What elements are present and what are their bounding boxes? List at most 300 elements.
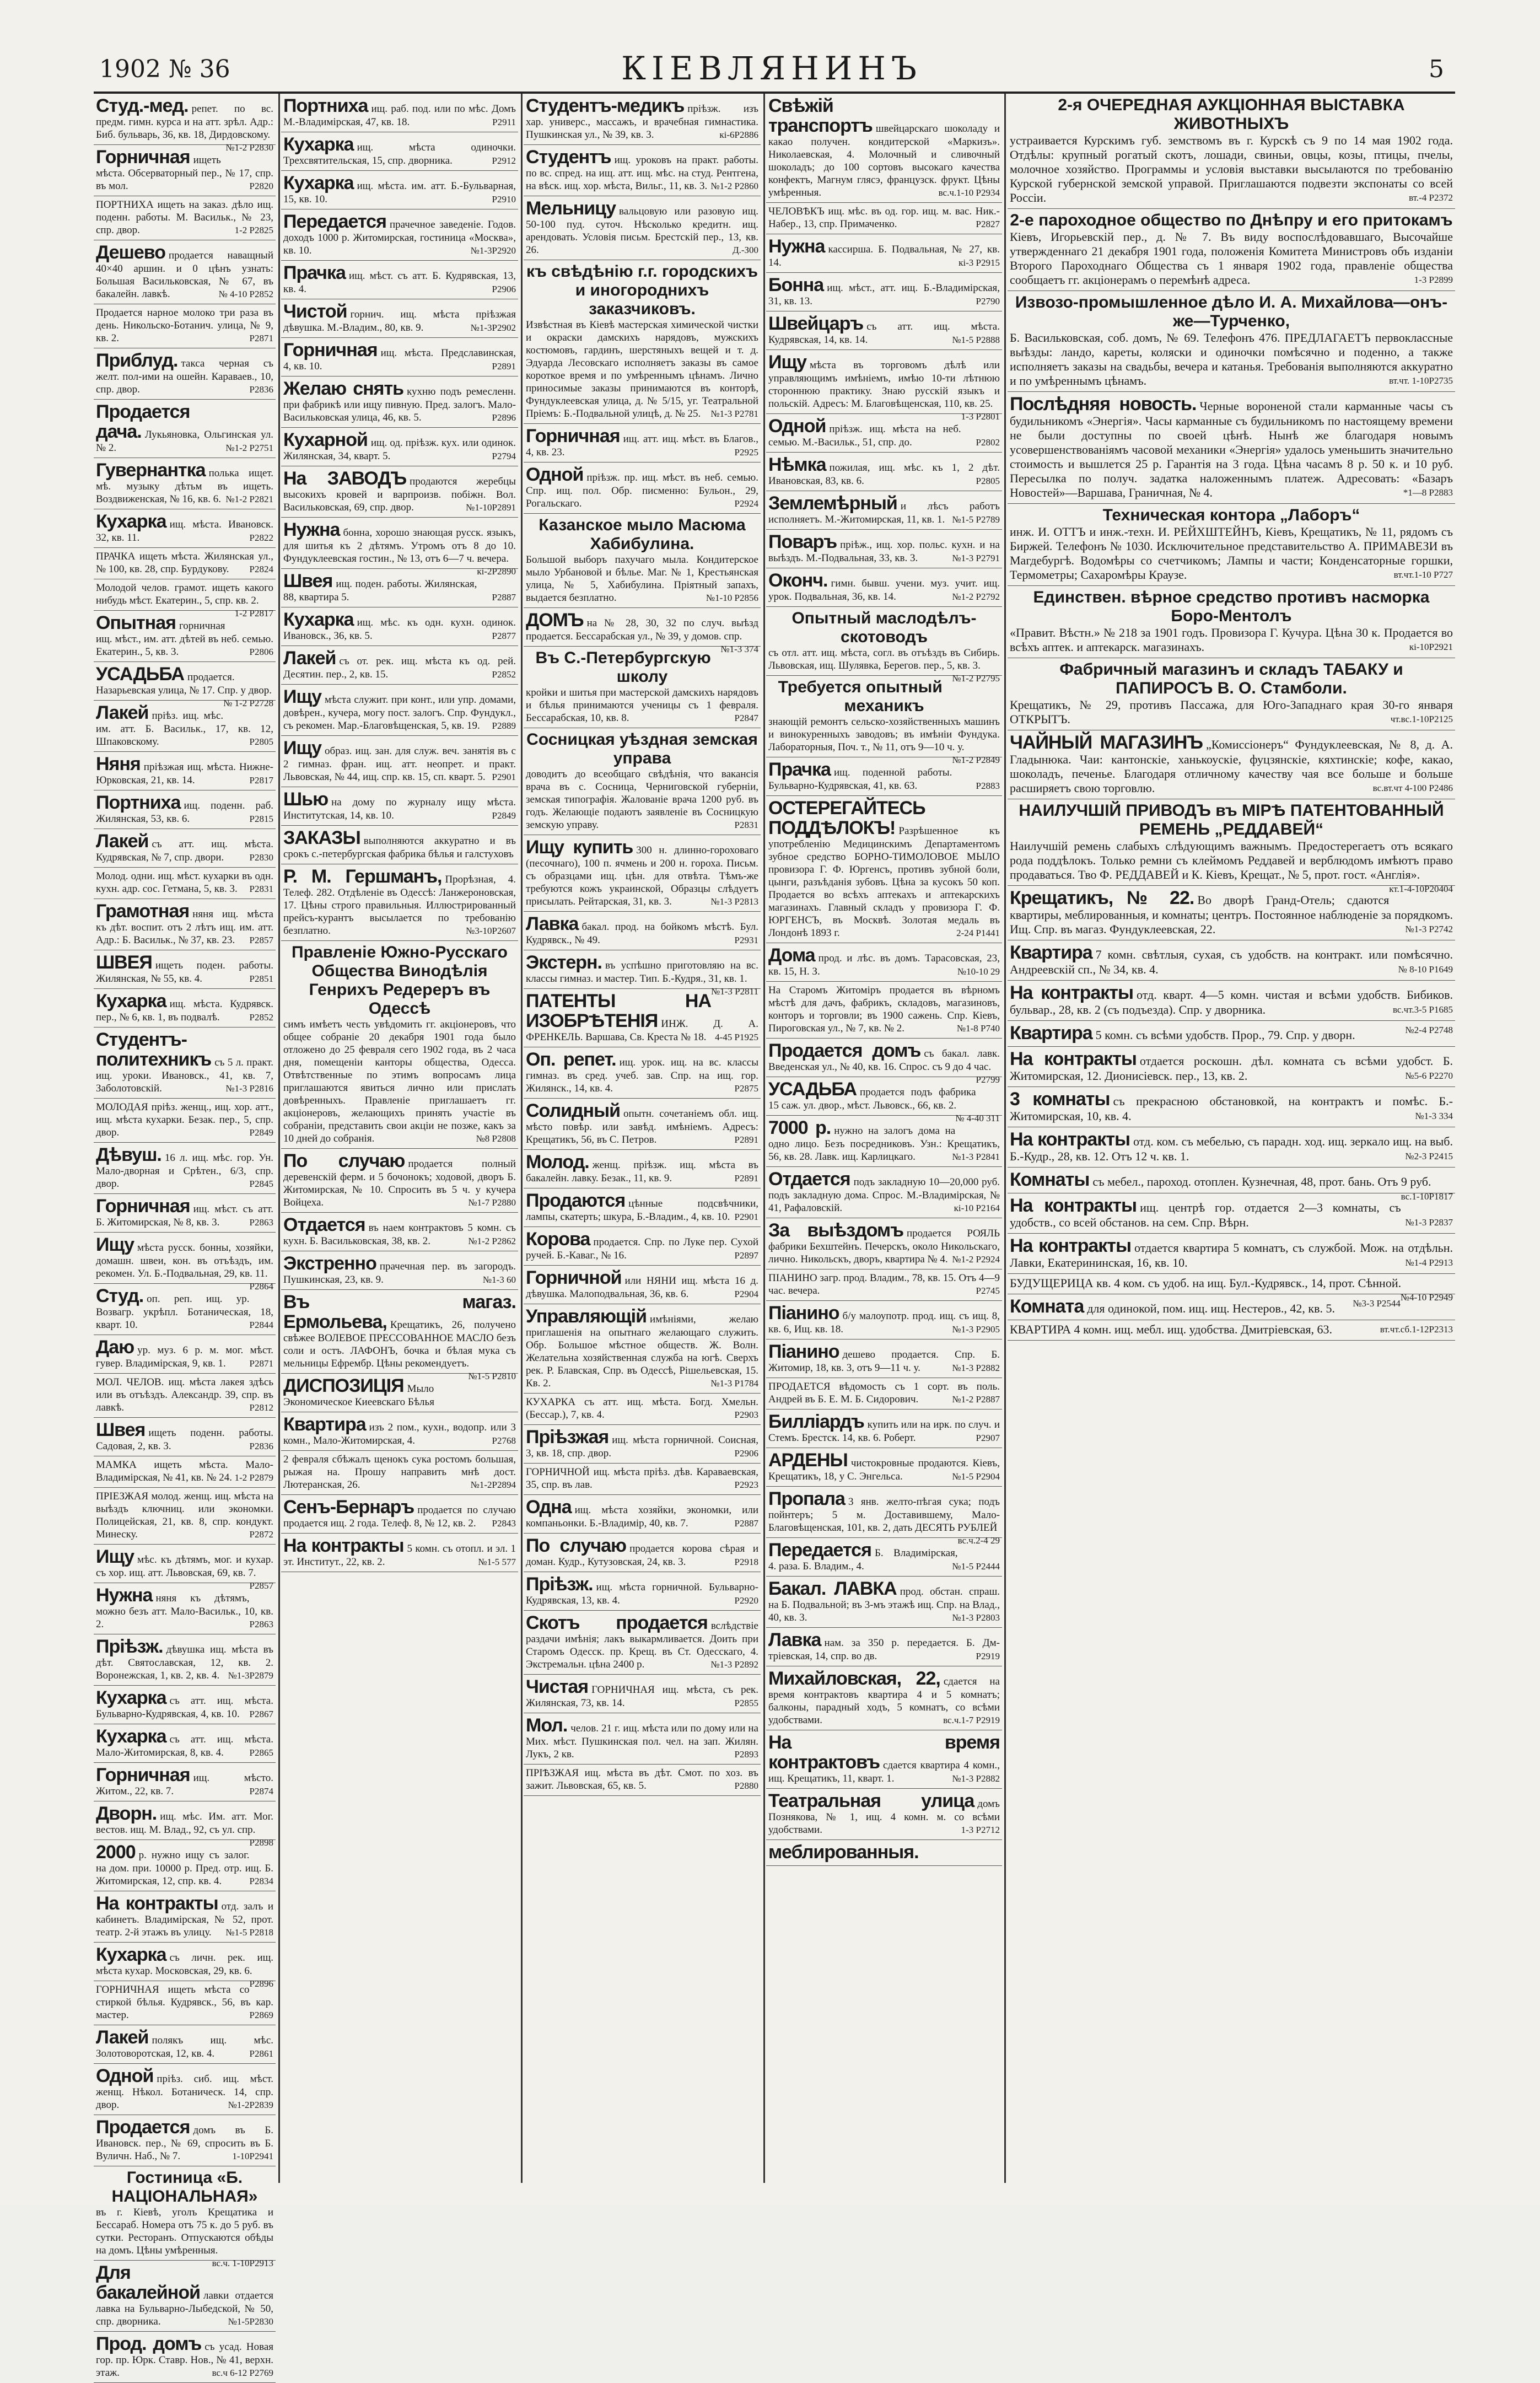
ad-headline: Пропала [768,1488,845,1509]
ad-text: ГОРНИЧНАЯ ищ. мѣста, съ рек. Жилянская, 73, кв. 14. [526,1684,758,1709]
ad-headline: Казанское мыло Масюма Хабибулина. [539,516,746,553]
ad-text: ищ. мѣста горничной. Соисная, 3, кв. 18, спр. двор. [526,1434,758,1459]
column-2 [281,94,518,2183]
ad-headline: АРДЕНЫ [768,1450,848,1471]
classified-ad [766,1301,1002,1340]
ad-headline: Оп. репет. [526,1049,616,1070]
ad-headline: Студентъ-медикъ [526,95,685,116]
classified-ad [1008,1320,1455,1341]
ad-text: инж. И. ОТТЪ и инж.-техн. И. РЕЙХШТЕЙНЪ, Кіевъ, Крещатикъ, № 11, рядомъ съ Биржей. Телефонъ № 1030. Исключительное представительство А. ПРИМАВЕЗИ въ Магдебургѣ. Водомѣры со счетчикомъ; Лампы и части; Конденсаторные горшки, Термометры; Сахаромѣры Краузе. [1010,525,1453,582]
classified-ad [1008,94,1455,209]
ad-text: прод. обстан. спраш. на Б. Подвальной; въ 3-мъ этажѣ ищ. Спр. на Влад., 40, кв. 3. [768,1586,1000,1623]
ad-headline: Портниха [96,792,181,813]
ad-code: №1-2 P2821 [225,494,273,504]
ad-code: P2843 [492,1518,516,1529]
ad-code: №1-3 P2811 [711,986,758,997]
ad-headline: Сосницкая уѣздная земская управа [526,730,758,767]
ad-text: пріѣзж. изъ хар. универс., массажъ, и врачебная гимнастика. Пушкинская ул., № 39, кв. 3. [526,103,758,141]
classified-ad [94,1634,276,1686]
ad-text: ГОРНИЧНАЯ ищеть мѣста со стиркой бѣлья. Кудрявск., 56, въ кар. мастер. [96,1984,273,2021]
ad-code: №1-3 P2781 [710,408,758,419]
ad-code: P2820 [249,181,273,191]
classified-ad [524,1266,761,1304]
classified-ad [94,1099,276,1143]
classified-ad [94,1801,276,1848]
ad-text: Разрѣшенное къ употребленію Медицинскимъ Департаментомъ зубное средство БОРНО-ТИМОЛОВОЕ МЫЛО провизора Г. Ф. Юргенсъ, противъ зубной боли, цынги, разъѣданія зубовъ. Цѣна за кусокъ 50 коп. Продается во всѣхъ аптекахъ и аптекарскихъ магазинахъ. Главный складъ у провизора Г. Ф. ЮРГЕНСЪ, въ Москвѣ. Золотая медаль въ Лондонѣ 1893 г. [768,825,1000,939]
classified-ad [1008,1168,1455,1202]
ad-headline: Кухарка [96,511,166,532]
ad-headline: Лакей [96,831,149,852]
classified-ad [281,941,518,1149]
classified-ad [94,579,276,618]
ad-text: отд. ком. съ мебелью, съ парадн. ход. ищ. зеркало ищ. на выб. Б.-Кудр., 28, кв. 12. Отъ 12 ч. кв. 1. [1010,1134,1453,1163]
ad-headline: Кухарной [283,429,368,450]
classified-ad [281,209,518,261]
ad-code: №1-3 P1784 [710,1378,758,1389]
ad-text: ищ. атт. ищ. мѣст. въ Благов., 4, кв. 23. [526,433,758,458]
ad-code: №1-3 P2905 [952,1324,1000,1335]
ad-code: P2847 [734,713,758,723]
classified-ad [94,1233,276,1292]
ad-code: P2891 [734,1173,758,1184]
classified-ad [766,491,1002,530]
classified-ad [94,304,276,348]
ad-text: Во дворѣ Гранд-Отель; сдаются квартиры, меблированныя, и комнаты; центръ. Постоянное наблюденіе за порядкомъ. Ищ. Спр. въ магаз. Фундуклеевская, 22. [1010,893,1453,936]
ad-code: №1-5P2830 [228,2316,273,2327]
ad-headline: Прачка [768,759,831,780]
ad-headline: Молод. [526,1152,589,1172]
ad-text: и лѣсъ работъ исполняетъ. М.-Житомирская, 11, кв. 1. [768,501,1000,525]
ad-code: P2852 [249,1012,273,1023]
ad-headline: Приблуд. [96,350,178,371]
classified-ad [281,646,518,685]
classified-ad [1008,392,1455,504]
ad-code: №1-2 P2830 [225,142,273,153]
ad-headline: Ищу купить [526,837,633,858]
ad-text: полякъ ищ. мѣс. Золотоворотская, 12, кв. 4. [96,2035,273,2059]
ad-text: Лукьяновка, Ольгинская ул. № 2. [96,429,273,454]
ad-code: вс.ч.1-10 P2934 [938,187,1000,198]
ad-text: Черные вороненой стали карманные часы съ будильникомъ «Энергія». Часы карманные съ будильникомъ по настоящему времени не были доступны по своей цѣнѣ. Нынѣ же благодаря новымъ усовершенствованіямъ часовой механики «Энергія» удалось уменьшить значительно стоимость и вышлется 25 р. Гарантія на 3 года. Цѣна часамъ 8 р. 50 к. и 10 руб. Пересылка по получ. задатка наложеннымъ платеж. Адресовать: «Базаръ Новостей»—Варшава, Граничная, № 4. [1010,399,1453,499]
ad-headline: Квартира [1010,942,1092,963]
ad-code: кі-10P2921 [1409,642,1453,652]
ad-text: нужно на залогъ дома на одно лицо. Безъ посредниковъ. Узн.: Крещатикъ, 56, кв. 28. Лавк. ищ. Карлицкаго. [768,1125,1000,1163]
classified-ad [524,1464,761,1495]
classified-ad [524,145,761,196]
ad-text: прачечная пер. въ загородъ. Пушкинская, 23, кв. 9. [283,1261,516,1285]
classified-ad [94,2166,276,2268]
ad-headline: Няня [96,754,141,774]
ad-text: ищ. мѣста хозяйки, экономки, или компаньонки. Б.-Владимір, 40, кв. 7. [526,1504,758,1529]
ad-headline: Нѣмка [768,454,826,475]
ad-headline: Управляющій [526,1306,647,1327]
ad-code: №1-2 P2860 [710,181,758,191]
ad-text: продается корова сѣрая и доман. Кудр., Кутузовская, 24, кв. 3. [526,1543,758,1568]
ad-text: ПРІЕЗЖАЯ молод. женщ. ищ. мѣста на выѣздъ ключниц. или экономки. Полицейская, 21, кв. 8, спр. кондукт. Минеску. [96,1491,273,1540]
classified-ad [766,1378,1002,1410]
ad-headline: Билліардъ [768,1411,864,1432]
classified-ad [1008,1294,1455,1320]
ad-text: «Правит. Вѣстн.» № 218 за 1901 годъ. Провизора Г. Кучура. Цѣна 30 к. Продается во всѣхъ аптек. и аптекарск. магазинахъ. [1010,626,1453,654]
ad-code: P2845 [249,1179,273,1189]
ad-text: мѣста служит. при конт., или упр. домами, довѣрен., кучера, могу пост. залогъ. Спр. Фундукл., съ рекомен. Мар.-Благовѣщенская, 5, кв. 19. [283,694,516,731]
ad-text: пріѣзж. ищ. мѣста на неб. семью. М.-Васильк., 51, спр. до. [768,423,961,448]
ad-headline: На контракты [283,1535,404,1556]
classified-ad [94,458,276,509]
ad-text: 7 комн. свѣтлыя, сухая, съ удобств. на контракт. или помѣсячно. Андреевскій сп., № 34, кв. 4. [1010,948,1453,976]
ad-code: P2903 [734,1410,758,1420]
ad-code: P2923 [734,1480,758,1490]
ad-headline: ЗАКАЗЫ [283,827,360,848]
classified-ad [524,1611,761,1675]
ad-code: P2869 [249,2010,273,2020]
page-header [88,50,1455,94]
ad-headline: Квартира [283,1414,366,1435]
ad-code: №1-3P2902 [470,322,516,333]
ad-headline: Отдается [283,1214,365,1235]
ad-code: №1-8 P740 [956,1023,1000,1034]
ad-code: P2896 [492,412,516,423]
classified-ad [281,261,518,299]
ad-code: P2844 [249,1320,273,1330]
ad-code: P2822 [249,532,273,543]
ad-headline: 2000 [96,1842,136,1863]
ad-headline: 7000 р. [768,1117,831,1138]
classified-ad [94,240,276,304]
ad-headline: Нужна [96,1585,153,1606]
ad-headline: Театральная улица [768,1790,974,1811]
column-4 [766,94,1002,2183]
ad-headline: Ищу [96,1546,134,1567]
ad-headline: Горничная [526,426,620,447]
ad-headline: 2-я ОЧЕРЕДНАЯ АУКЦІОННАЯ ВЫСТАВКА ЖИВОТНЫХЪ [1058,96,1405,133]
ad-code: №1-5 577 [478,1557,516,1567]
classified-ad [1008,1047,1455,1087]
ad-headline: Продается дача. [96,401,190,442]
ad-headline: Михайловская, 22, [768,1668,940,1689]
ad-code: №1-3 P2882 [952,1363,1000,1373]
ad-text: Молод. одни. ищ. мѣст. кухарки въ одн. кухн. адр. сос. Гетмана, 5, кв. 3. [96,870,273,895]
classified-ad [94,868,276,899]
ad-headline: Студ. [96,1285,144,1306]
ad-code: 1-2 P2817 [234,608,273,618]
ad-headline: Кухарка [96,1944,166,1965]
ad-text: Крещатикъ, 26, получено свѣжее ВОЛЕВОЕ ПРЕССОВАННОЕ МАСЛО безъ соли и остъ. ЛАФОНЪ, бочка и бѣлая мука съ мельницы Ефрембр. Цѣны рекомендуетъ. [283,1319,516,1369]
ad-headline: Отдается [768,1169,850,1190]
ad-text: ищ. поденн. раб. Жилянская, 53, кв. 6. [96,800,273,825]
classified-ad [1008,1193,1455,1234]
ad-code: P2815 [249,814,273,824]
ad-headline: Лакей [96,2027,149,2048]
ad-text: пріѣзж. пр. ищ. мѣст. въ неб. семью. Спр. ищ. пол. Обр. писменно: Бульон., 29, Рогальскаго. [526,472,758,509]
ad-text: въ успѣшно приготовляю на вс. классы гимназ. и мастер. Тип. Б.-Кудря., 31, кв. 1. [526,960,758,985]
ad-headline: Экстренно [283,1253,376,1274]
classified-ad [94,989,276,1028]
ad-text: продается полный деревенскій ферм. и 5 бочонокъ; ходовой, дворъ Б. Житомирская, № 10. Спросить въ 5 ч. у кучера Войцеха. [283,1158,516,1208]
classified-ad [281,864,518,941]
ad-code: P2891 [492,361,516,372]
ad-code: №1-3 P2882 [952,1773,1000,1784]
ad-headline: Извозо-промышленное дѣло И. А. Михайлова—онъ-же—Турченко, [1015,293,1448,330]
ad-text: МОЛОДАЯ пріѣз. женщ., ищ. хор. атт., ищ. мѣста кухарки. Безак. пер., 5, спр. двор. [96,1101,273,1138]
classified-ad [281,1451,518,1495]
ad-text: МОЛ. ЧЕЛОВ. ищ. мѣста лакея здѣсь или въ отъѣздъ. Александр. 39, спр. въ лавкѣ. [96,1376,273,1413]
ad-code: P2790 [976,296,1000,306]
classified-ad [524,514,761,608]
ad-text: съ атт. ищ. мѣста. Бульварно-Кудрявская, 4, кв. 10. [96,1695,273,1720]
ad-headline: На контракты [1010,1129,1130,1150]
ad-headline: На контракты [1010,1195,1137,1216]
ad-code: №2-4 P2748 [1405,1025,1453,1035]
ad-code: 4-45 P1925 [715,1032,758,1042]
ad-text: ищ. мѣс. къ одн. кухн. одинок. Ивановск., 36, кв. 5. [283,617,516,642]
ad-headline: Кухарка [283,609,354,630]
ad-headline: Горничная [96,147,190,168]
ad-text: кухню подъ ремесленн. при фабрикѣ или ищу пивную. Пред. залогъ. Мало-Васильковская улица, 46, кв. 5. [283,386,516,423]
ad-text: „Комиссіонеръ“ Фундуклеевская, № 8, д. А. Гладынюка. Чаи: кантонскіе, ханькоускіе, фуцзянскіе, кяхтинскіе; кофе, какао, шоколадъ, печенье. Благодаря отличному качеству чая все больше и больше расширяетъ свою торговлю. [1010,738,1453,795]
ad-text: мѣс. къ дѣтямъ, мог. и кухар. съ хор. ищ. атт. Львовская, 69, кв. 7. [96,1554,273,1579]
ad-headline: Поваръ [768,531,837,552]
ad-text: нам. за 350 р. передается. Б. Дм-тріевская, 14, спр. во дв. [768,1637,1000,1662]
classified-ad [766,796,1002,943]
ad-code: P2880 [734,1780,758,1791]
ad-text: ищ. мѣст. съ атт. Б. Житомирская, № 8, кв. 3. [96,1203,273,1228]
ad-code: №1-2P2839 [228,2100,273,2110]
column-rule [521,94,523,2183]
classified-ad [524,1765,761,1796]
ad-text: ищеть поденн. работы. Садовая, 2, кв. 3. [96,1427,273,1452]
classified-ad [766,234,1002,273]
ad-code: P2875 [734,1083,758,1094]
classified-ad [94,1545,276,1591]
classified-ad [94,950,276,989]
ad-text: для одинокой, пом. ищ. ищ. Нестеров., 42, кв. 5. [1087,1301,1335,1315]
ad-code: №1-3 60 [482,1274,516,1285]
ad-text: ищеть мѣста. Обсерваторный пер., № 17, спр. въ мол. [96,154,273,192]
ad-headline: ШВЕЯ [96,952,152,973]
ad-text: мѣста въ торговомъ дѣлѣ или управляющимъ имѣніемъ, имѣю 10-ти лѣтнюю стороннюю практику. Знаю русскій языкъ и польскій. Адресъ: М. Благовѣщенская, 110, кв. 25. [768,359,1000,410]
ad-text: 5 комн. съ отопл. и эл. 1 эт. Институт., 22, кв. 2. [283,1543,516,1568]
classified-ad [281,518,518,577]
ad-code: P2745 [976,1285,1000,1296]
ad-text: ищ. мѣст. съ атт. Б. Кудрявская, 13, кв. 4. [283,270,516,295]
classified-ad [1008,1234,1455,1274]
ad-text: знающій ремонтъ сельско-хозяйственныхъ машинъ и винокуренныхъ заводовъ; въ имѣніи Фундука. Лабораторныя, Поч. т., № 11, отъ 9—10 ч. у. [768,716,1000,753]
ad-code: кт.1-4-10P20404 [1389,884,1453,894]
ad-code: №1-2 P2795 [952,673,1000,684]
ad-headline: Чистой [283,301,347,322]
ad-headline: Ищу [283,686,322,707]
ad-text: горничная ищ. мѣст., им. атт. дѣтей въ неб. семью. Екатерин., 5, кв. 3. [96,620,273,658]
ad-text: Продается нарное молоко три раза въ день. Никольско-Ботанич. улица, № 9, кв. 2. [96,307,273,344]
ad-code: №10-10 29 [957,966,1000,977]
classified-ad [94,1456,276,1488]
classified-ad [766,607,1002,684]
classified-ad [1008,799,1455,894]
ad-headline: Техническая контора „Лаборъ“ [1102,506,1360,524]
ad-headline: По случаю [526,1535,627,1556]
ad-code: вт.-4 P2372 [1409,192,1453,203]
classified-ad [524,647,761,728]
column-5 [1008,94,1455,2183]
ad-code: P2836 [249,1441,273,1451]
classified-ad [281,94,518,132]
ad-code: *1—8 P2883 [1403,487,1453,498]
ad-code: P2907 [976,1433,1000,1443]
ad-text: р. нужно ищу съ залог. на дом. при. 10000 р. Пред. отр. ищ. Б. Житомирская, 12, спр. кв. 4. [96,1849,273,1887]
classified-ad [524,1188,761,1227]
ad-code: P2849 [249,1127,273,1138]
ad-text: ищ. уроковъ на практ. работы. по вс. спред. на ищ. атт. ищ. мѣс. на студ. Рентгена, на вѣск. ищ. хор. мѣста, Вильг., 11, кв. 3. [526,154,758,192]
classified-ad [766,1270,1002,1301]
ad-text: опытн. сочетаніемъ обл. ищ. мѣсто повѣр. или завѣд. имѣніемъ. Адресъ: Крещатикъ, 56, въ С. Петров. [526,1108,758,1145]
ad-text: пріѣж., ищ. хор. польс. кухн. и на выѣздъ. М.-Подвальная, 33, кв. 3. [768,539,1000,564]
ad-headline: Фабричный магазинъ и складъ ТАБАКУ и ПАПИРОСЪ В. О. Стамболи. [1059,660,1403,697]
classified-ad [766,453,1002,491]
ad-code: № 1-2 P2728 [223,698,273,708]
ad-text: ур. муз. 6 р. м. мог. мѣст. гувер. Владимірская, 9, кв. 1. [96,1344,273,1369]
ad-text: продаются жеребцы высокихъ кровей и варпроизв. побіжн. Вол. Васильковская, 69, спр. двор. [283,476,516,513]
classified-ad [94,2064,276,2115]
classified-ad [1008,586,1455,658]
ad-headline: ДОМЪ [526,610,584,631]
classified-ad [94,829,276,868]
ad-code: P2861 [249,2048,273,2059]
classified-ad [281,1149,518,1213]
classified-ad [281,787,518,826]
column-rule [278,94,280,2183]
ad-headline: На контракты [96,1893,218,1914]
classified-ad [1008,658,1455,730]
ad-headline: Сенъ-Бернаръ [283,1497,414,1518]
ad-headline: Гостиница «Б. НАЦІОНАЛЬНАЯ» [111,2169,258,2206]
ad-code: 1-3 P2899 [1414,275,1453,285]
ad-code: №1-3 P2816 [225,1083,273,1094]
ad-headline: Прачка [283,262,346,283]
ad-code: №8 P2808 [476,1133,516,1144]
classified-ad [94,1488,276,1545]
ad-headline: Нужна [768,236,825,257]
ad-code: P2891 [734,1134,758,1145]
classified-ad [766,1039,1002,1085]
ad-code: №1-3 P2791 [952,553,1000,563]
ad-headline: Кухарка [96,1726,166,1747]
ad-code: P2831 [249,884,273,894]
ad-headline: Р. М. Гершманъ, [283,866,442,887]
ad-headline: Прод. домъ [96,2333,202,2354]
ad-headline: Швея [96,1419,146,1440]
classified-ad [94,1891,276,1943]
classified-ad [94,1583,276,1634]
ad-code: P2893 [734,1749,758,1760]
ad-code: №1-3 374 [720,644,758,654]
ad-code: P2901 [492,772,516,782]
ad-code: P2794 [492,451,516,461]
ad-code: №1-3 P2892 [710,1659,758,1670]
ad-code: вс.ч 6-12 P2769 [212,2368,273,2378]
ad-code: P2852 [492,669,516,680]
ad-text: КУХАРКА съ атт. ищ. мѣста. Богд. Хмельн. (Бессар.), 7, кв. 4. [526,1396,758,1421]
ad-text: Б. Владимірская, 4. раза. Б. Владим., 4. [768,1547,958,1572]
classified-ad [281,1534,518,1572]
ad-code: кі-6P2886 [719,130,758,140]
ad-code: вс.чт.3-5 P1685 [1392,1004,1453,1015]
ad-headline: Чистая [526,1676,589,1697]
classified-ad [94,196,276,240]
ad-headline: Продается домъ [768,1040,921,1061]
ad-text: Б. Васильковская, соб. домъ, № 69. Телефонъ 476. ПРЕДЛАГАЕТЪ первоклассные выѣзды: ландо, кареты, коляски и одиночки помѣсячно и поденно, а также исполняетъ заказы на свадьбы, вечера и катанья. Требованія выполняются аккуратно и по умѣреннымъ цѣнамъ. [1010,331,1453,388]
ad-code: 1-10P2941 [232,2151,273,2161]
ad-text: 2 февраля сбѣжалъ щенокъ сука ростомъ большая, рыжая на. Прошу направить мнѣ дост. Лютеранская, 26. [283,1454,516,1491]
newspaper-title: КІЕВЛЯНИНЪ [621,50,922,87]
ad-headline: ОСТЕРЕГАЙТЕСЬ ПОДДѢЛОКЪ! [768,798,925,838]
ad-code: P2831 [734,820,758,830]
ad-text: на дому по журналу ищу мѣста. Институтская, 14, кв. 10. [283,797,516,821]
ad-text: ищ. од. пріѣзж. кух. или одинок. Жилянская, 34, кварт. 5. [283,437,516,462]
ad-headline: Требуется опытный механикъ [778,678,943,715]
ad-text: ГОРНИЧНОЙ ищ. мѣста пріѣз. дѣв. Караваевская, 35, спр. въ лав. [526,1466,758,1491]
ad-headline: Кухарка [96,1687,166,1708]
ad-code: №1-10 P2856 [706,593,758,603]
ad-text: вальцовую или разовую ищ. 50-100 пуд. суточ. Нѣсколько кредитн. ищ. арендовать. Условія письм. Брестскій пер., 13, кв. 26. [526,206,758,256]
classified-ad [94,1686,276,1724]
ad-code: P2851 [249,973,273,984]
ad-code: P2912 [492,155,516,166]
classified-ad [766,1340,1002,1378]
classified-ad [281,826,518,864]
ad-code: №1-2P2894 [470,1480,516,1490]
ad-code: P2865 [249,1747,273,1758]
ad-code: №1-3 P2813 [710,896,758,907]
ad-headline: На контракты [1010,982,1133,1003]
ad-code: вт.чт.1-10 P727 [1393,569,1453,580]
ad-headline: Корова [526,1229,590,1250]
ad-code: P2812 [249,1402,273,1413]
ad-text: съ личн. рек. ищ. мѣста кухар. Московская, 29, кв. 6. [96,1952,273,1977]
classified-ad [524,260,761,424]
classified-ad [524,1495,761,1534]
ad-text: дѣвушка ищ. мѣста въ дѣт. Святославская, 12, кв. 2. Воронежская, 1, кв. 2, кв. 4. [96,1644,273,1681]
ad-headline: Лавка [526,913,579,934]
ad-headline: На ЗАВОДЪ [283,468,407,489]
classified-ad [524,728,761,835]
classified-ad [281,171,518,209]
ad-text: прачечное заведеніе. Годов. доходъ 1000 р. Житомирская, гостиница «Москва», кв. 10. [283,219,516,256]
classified-ad [281,132,518,171]
ad-code: №2-3 P2415 [1405,1151,1453,1161]
ad-text: дешево продается. Спр. Б. Житомир, 18, кв. 3, отъ 9—11 ч. у. [768,1349,1000,1374]
classified-ad [524,1534,761,1572]
ad-code: P2883 [976,781,1000,791]
classified-ad [1008,1127,1455,1168]
ad-headline: 2-е пароходное общество по Днѣпру и его притокамъ [1010,211,1453,229]
ad-text: лавки отдается лавка на Бульварно-Лыбедской, № 50, спр. дворника. [96,2290,273,2327]
ad-text: Молодой челов. грамот. ищеть какого нибудь мѣст. Екатерин., 5, спр. кв. 2. [96,582,273,606]
ad-text: ПРАЧКА ищеть мѣста. Жилянская ул., № 100, кв. 28, спр. Бурдукову. [96,551,273,575]
ad-code: №5-6 P2270 [1405,1071,1453,1081]
ad-text: Большой выборъ пахучаго мыла. Кондитерское мыло Урбановой и бѣлье. Маг. № 1, Крестьянская улица, № 5, Хабибулина. Пріятный запахъ, выдается безплатно. [526,554,758,604]
ad-code: №1-3 P2742 [1405,924,1453,934]
ad-code: P2836 [249,384,273,395]
ad-headline: Мол. [526,1715,568,1736]
classified-ad [524,196,761,260]
ad-text: съ 5 л. практ. ищ. уроки. Ивановск., 41, кв. 7, Заболотовскій. [96,1057,273,1094]
ad-code: P2855 [734,1698,758,1708]
classified-ad [766,1077,1002,1123]
ad-code: №1-10P2891 [466,502,516,513]
ad-text: въ наем контрактовъ 5 комн. съ кухн. Б. Васильковская, 38, кв. 2. [283,1222,516,1247]
ad-code: P2906 [734,1448,758,1459]
